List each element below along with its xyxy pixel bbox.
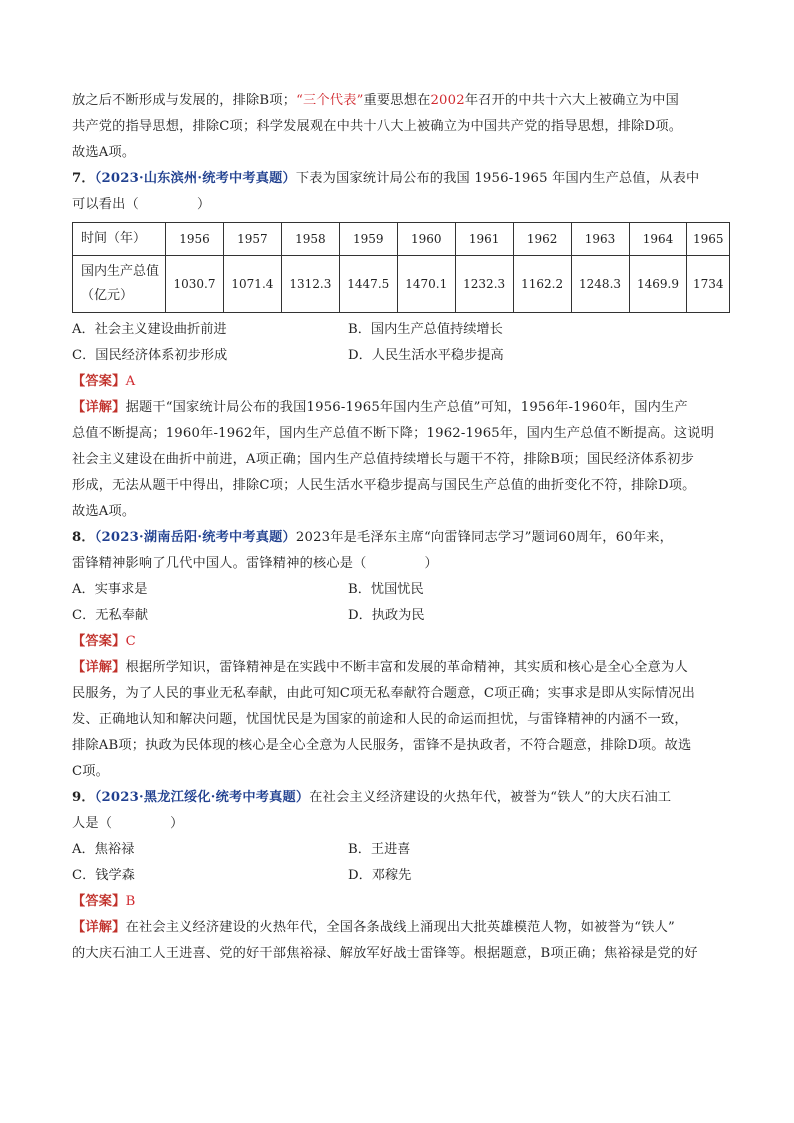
intro-line-2: 共产党的指导思想，排除C项；科学发展观在中共十八大上被确立为中国共产党的指导思想，排除D项。 [72, 119, 683, 134]
q7-detail-line-5: 故选A项。 [72, 504, 136, 519]
table-row-label [73, 256, 166, 313]
intro-line-1 [72, 88, 732, 114]
option-a: A．社会主义建设曲折前进 [72, 322, 227, 337]
intro-text: 重要思想在 [363, 93, 431, 108]
q9-detail-line-2: 的大庆石油工人王进喜、党的好干部焦裕禄、解放军好战士雷锋等。根据题意，B项正确；焦裕禄是党的好 [72, 946, 698, 961]
q7-options [72, 317, 732, 369]
q8-detail-line-1 [72, 655, 732, 681]
row-label-line: （亿元） [81, 288, 134, 303]
detail-text: 根据所学知识，雷锋精神是在实践中不断丰富和发展的革命精神，其实质和核心是全心全意为人 [125, 660, 688, 675]
year-cell: 1957 [223, 223, 281, 256]
q7-stem-line-2 [72, 192, 732, 218]
detail-tag: 【详解】 [72, 920, 126, 935]
intro-text: 年召开的中共十六大上被确立为中国 [464, 93, 680, 108]
table-value-row [73, 256, 730, 313]
question-number: 8． [72, 530, 95, 545]
q7-detail-line-3: 社会主义建设在曲折中前进，A项正确；国内生产总值持续增长与题干不符，排除B项；国民经济体系初步 [72, 452, 695, 467]
year-cell: 1956 [166, 223, 224, 256]
year-cell: 1961 [455, 223, 513, 256]
option-a: A．焦裕禄 [72, 842, 135, 857]
gdp-cell: 1470.1 [397, 256, 455, 313]
detail-text: 在社会主义经济建设的火热年代，全国各条战线上涌现出大批英雄模范人物，如被誉为“铁人” [125, 920, 675, 935]
question-number: 7． [72, 171, 95, 186]
row-label-line: 国内生产总值 [81, 264, 160, 279]
gdp-cell: 1232.3 [455, 256, 513, 313]
year-cell: 1960 [397, 223, 455, 256]
intro-text: 放之后不断形成与发展的，排除B项； [72, 93, 297, 108]
highlight-three-represents: “三个代表” [296, 93, 364, 108]
q9-options [72, 837, 732, 889]
q8-stem-line-2 [72, 551, 732, 577]
year-cell: 1964 [629, 223, 687, 256]
detail-tag: 【详解】 [72, 400, 126, 415]
q9-answer [72, 889, 732, 915]
gdp-cell: 1071.4 [223, 256, 281, 313]
q8-detail-line-4: 排除AB项；执政为民体现的核心是全心全意为人民服务，雷锋不是执政者，不符合题意，排除D项。故选 [72, 738, 692, 753]
year-cell: 1965 [687, 223, 730, 256]
year-cell: 1962 [513, 223, 571, 256]
question-stem: 可以看出（ [72, 197, 139, 212]
option-a: A．实事求是 [72, 582, 148, 597]
answer-tag: 【答案】 [72, 374, 126, 389]
gdp-cell: 1312.3 [281, 256, 339, 313]
question-source: （2023·山东滨州·统考中考真题） [94, 171, 296, 186]
year-cell: 1959 [339, 223, 397, 256]
question-source: （2023·黑龙江绥化·统考中考真题） [94, 790, 310, 805]
question-number: 9． [72, 790, 95, 805]
q7-answer [72, 369, 732, 395]
q8-detail-line-2: 民服务，为了人民的事业无私奉献，由此可知C项无私奉献符合题意，C项正确；实事求是即从实际情况出 [72, 686, 696, 701]
gdp-cell: 1447.5 [339, 256, 397, 313]
q9-stem-line-2 [72, 811, 732, 837]
option-c: C．国民经济体系初步形成 [72, 348, 228, 363]
question-stem: 雷锋精神影响了几代中国人。雷锋精神的核心是（ [72, 556, 367, 571]
q8-answer [72, 629, 732, 655]
q7-stem-line-1 [72, 166, 732, 192]
q7-detail-line-2: 总值不断提高；1960年-1962年，国内生产总值不断下降；1962-1965年，国内生产总值不断提高。这说明 [72, 426, 715, 441]
q8-stem-line-1 [72, 525, 732, 551]
gdp-cell: 1162.2 [513, 256, 571, 313]
option-d: D．邓稼先 [348, 868, 412, 883]
question-stem: ） [170, 816, 184, 831]
option-b: B．国内生产总值持续增长 [348, 322, 503, 337]
document-page [72, 88, 732, 967]
question-stem: 2023年是毛泽东主席“向雷锋同志学习”题词60周年，60年来， [295, 530, 674, 545]
q9-stem-line-1 [72, 785, 732, 811]
option-d: D．执政为民 [348, 608, 425, 623]
q7-detail-line-1 [72, 395, 732, 421]
option-d: D．人民生活水平稳步提高 [348, 348, 504, 363]
option-c: C．钱学森 [72, 868, 135, 883]
q7-detail-line-4: 形成，无法从题干中得出，排除C项；人民生活水平稳步提高与国民生产总值的曲折变化不符，排除D项。 [72, 478, 696, 493]
question-stem: 人是（ [72, 816, 113, 831]
q8-detail-line-5: C项。 [72, 764, 110, 779]
option-c: C．无私奉献 [72, 608, 149, 623]
intro-line-3: 故选A项。 [72, 145, 136, 160]
option-b: B．王进喜 [348, 842, 411, 857]
question-stem: ） [424, 556, 438, 571]
question-stem: ） [196, 197, 211, 212]
answer-value: C [125, 634, 136, 649]
detail-tag: 【详解】 [72, 660, 126, 675]
year-cell: 1958 [281, 223, 339, 256]
gdp-cell: 1469.9 [629, 256, 687, 313]
gdp-cell: 1030.7 [166, 256, 224, 313]
question-stem: 在社会主义经济建设的火热年代，被誉为“铁人”的大庆石油工 [309, 790, 672, 805]
q8-detail-line-3: 发、正确地认知和解决问题，忧国忧民是为国家的前途和人民的命运而担忧，与雷锋精神的内涵不一致， [72, 712, 688, 727]
gdp-cell: 1734 [687, 256, 730, 313]
highlight-year: 2002 [430, 93, 465, 108]
question-stem: 下表为国家统计局公布的我国 1956-1965 年国内生产总值，从表中 [295, 171, 700, 186]
year-cell: 1963 [571, 223, 629, 256]
q9-detail-line-1 [72, 915, 732, 941]
detail-text: 据题干“国家统计局公布的我国1956-1965年国内生产总值”可知，1956年-1960年，国内生产 [125, 400, 688, 415]
q8-options [72, 577, 732, 629]
table-header-row [73, 223, 730, 256]
table-header-label: 时间（年） [73, 223, 166, 256]
answer-tag: 【答案】 [72, 634, 126, 649]
gdp-cell: 1248.3 [571, 256, 629, 313]
question-source: （2023·湖南岳阳·统考中考真题） [94, 530, 296, 545]
answer-tag: 【答案】 [72, 894, 126, 909]
gdp-table [72, 222, 730, 313]
answer-value: A [125, 374, 136, 389]
option-b: B．忧国忧民 [348, 582, 424, 597]
answer-value: B [125, 894, 136, 909]
